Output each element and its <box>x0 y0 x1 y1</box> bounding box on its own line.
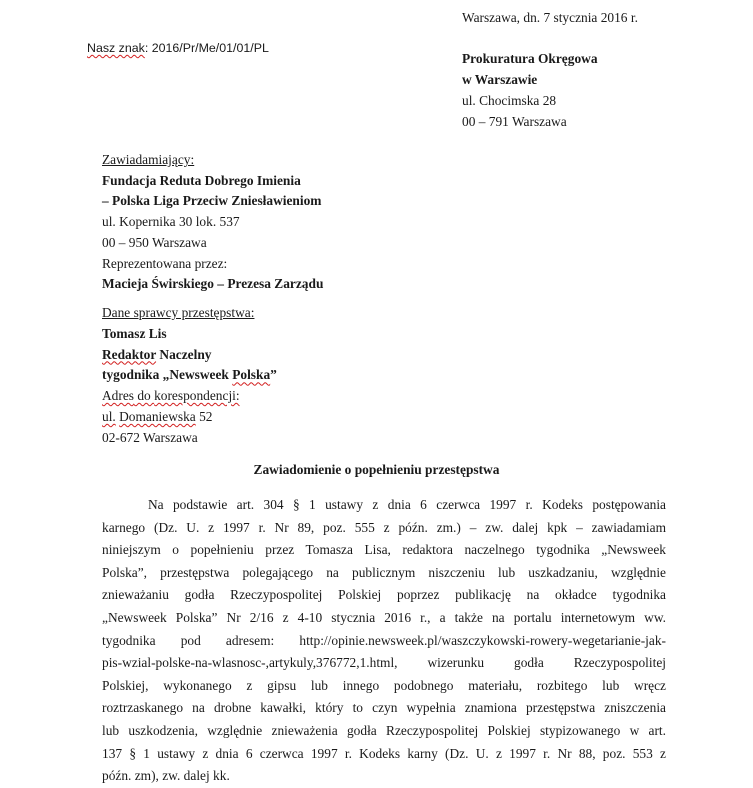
correspondence-address-label: Adres do korespondencji: <box>102 388 240 404</box>
reference-value: : 2016/Pr/Me/01/01/PL <box>144 41 269 55</box>
perpetrator-label: Dane sprawcy przestępstwa: <box>102 305 255 320</box>
recipient-city: 00 – 791 Warszawa <box>462 114 567 129</box>
perpetrator-city: 02-672 Warszawa <box>102 429 198 445</box>
recipient-name-line1: Prokuratura Okręgowa <box>462 51 598 66</box>
reference-number <box>87 41 269 55</box>
body-line: Polska”, przestępstwa polegającego na publicznym niszczeniu lub uszkadzaniu, względnie <box>102 564 666 580</box>
body-line: późn. zm), zw. dalej kk. <box>102 768 230 784</box>
document-body <box>102 494 666 788</box>
letter-date: Warszawa, dn. 7 stycznia 2016 r. <box>462 10 638 25</box>
notifier-block <box>102 150 323 295</box>
body-line: lub uszkodzenia, względnie znieważenia godła Rzeczypospolitej Polskiej stypizowanego w art. <box>102 722 666 738</box>
body-line: „Newsweek Polska” Nr 2/16 z 4-10 stycznia 2016 r., a także na portalu internetowym ww. <box>102 609 666 625</box>
body-line: roztrzaskanego na drobne kawałki, który to czyn wypełnia znamiona przestępstwa zniszczenia <box>102 700 666 716</box>
body-line: pis-wzial-polske-na-wlasnosc-,artykuly,376772,1.html, wizerunku godła Rzeczypospolitej <box>102 655 666 671</box>
body-line: Na podstawie art. 304 § 1 ustawy z dnia 6 czerwca 1997 r. Kodeks postępowania <box>148 497 666 512</box>
perpetrator-title-line1: Redaktor Naczelny <box>102 346 212 362</box>
body-line: karnego (Dz. U. z 1997 r. Nr 89, poz. 555 z późn. zm.) – zw. dalej kpk – zawiadamiam <box>102 519 666 535</box>
notifier-city: 00 – 950 Warszawa <box>102 234 207 250</box>
perpetrator-title-line2: tygodnika „Newsweek Polska” <box>102 367 277 383</box>
recipient-block <box>462 48 598 132</box>
body-line: znieważaniu godła Rzeczypospolitej Polskiej poprzez publikację na okładce tygodnika <box>102 587 666 603</box>
document-title: Zawiadomienie o popełnieniu przestępstwa <box>253 462 500 477</box>
representative-label: Reprezentowana przez: <box>102 255 228 271</box>
body-line: niniejszym o popełnieniu przez Tomasza Lisa, redaktora naczelnego tygodnika „Newsweek <box>102 542 666 558</box>
body-line: Polskiej, wykonanego z gipsu lub innego podobnego materiału, rozbitego lub wręcz <box>102 677 666 693</box>
body-line: tygodnika pod adresem: http://opinie.newsweek.pl/waszczykowski-rowery-wegetarianie-jak- <box>102 632 666 648</box>
perpetrator-block <box>102 303 277 449</box>
perpetrator-street: ul. Domaniewska 52 <box>102 408 213 424</box>
recipient-name-line2: w Warszawie <box>462 72 538 87</box>
perpetrator-name: Tomasz Lis <box>102 325 167 341</box>
notifier-street: ul. Kopernika 30 lok. 537 <box>102 214 240 230</box>
body-line: 137 § 1 ustawy z dnia 6 czerwca 1997 r. Kodeks karny (Dz. U. z 1997 r. Nr 88, poz. 553 z <box>102 745 666 761</box>
recipient-street: ul. Chocimska 28 <box>462 93 557 108</box>
notifier-label: Zawiadamiający: <box>102 152 195 167</box>
notifier-name-line2: – Polska Liga Przeciw Zniesławieniom <box>102 193 322 209</box>
reference-label: Nasz znak <box>87 41 145 55</box>
notifier-name-line1: Fundacja Reduta Dobrego Imienia <box>102 172 301 188</box>
representative-name: Macieja Świrskiego – Prezesa Zarządu <box>102 276 324 292</box>
